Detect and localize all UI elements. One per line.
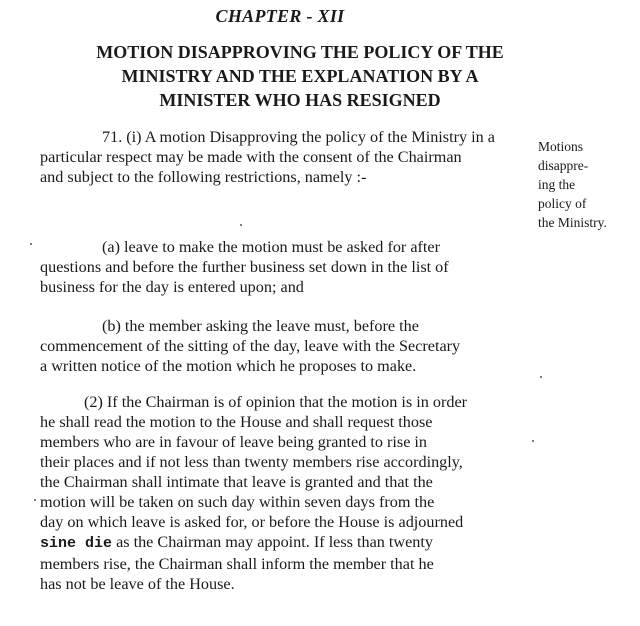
text-line: particular respect may be made with the consent of the Chairman [40, 148, 462, 166]
margin-note-line: Motions [538, 139, 584, 154]
text-line: has not be leave of the House. [40, 575, 235, 593]
text-line: commencement of the sitting of the day, leave with the Secretary [40, 337, 461, 355]
margin-note-line: disappre- [538, 158, 589, 173]
rule-71-paragraph [40, 127, 524, 187]
sine-die-term: sine die [40, 535, 113, 552]
margin-note-line: ing the [538, 177, 576, 192]
text-line: their places and if not less than twenty members rise accordingly, [40, 453, 463, 471]
heading-line: MINISTRY AND THE EXPLANATION BY A [121, 66, 479, 86]
margin-note-line: the Ministry. [538, 215, 607, 230]
text-line: (a) leave to make the motion must be asked for after [102, 238, 441, 256]
text-line: a written notice of the motion which he proposes to make. [40, 357, 417, 375]
text-line: (b) the member asking the leave must, before the [102, 317, 419, 335]
scan-speck [34, 499, 36, 501]
scan-speck [540, 376, 542, 378]
text-line: members who are in favour of leave being granted to rise in [40, 433, 428, 451]
text-line: 71. (i) A motion Disapproving the policy of the Ministry in a [102, 128, 495, 146]
margin-note [538, 137, 638, 232]
scan-speck [240, 224, 242, 226]
scan-speck [30, 243, 32, 245]
clause-a [40, 237, 524, 297]
text-line: motion will be taken on such day within seven days from the [40, 493, 435, 511]
text-line: questions and before the further business set down in the list of [40, 258, 449, 276]
scan-speck [532, 440, 534, 442]
heading-line: MINISTER WHO HAS RESIGNED [159, 90, 441, 110]
heading-line: MOTION DISAPPROVING THE POLICY OF THE [96, 42, 504, 62]
text-line [40, 532, 524, 554]
chapter-title: CHAPTER - XII [215, 6, 345, 26]
subrule-2-paragraph [40, 392, 524, 594]
text-line: and subject to the following restrictions, namely :- [40, 168, 367, 186]
text-line: business for the day is entered upon; and [40, 278, 304, 296]
text-fragment: as the Chairman may appoint. If less than twenty [116, 533, 433, 551]
chapter-heading [40, 40, 560, 112]
text-line: the Chairman shall intimate that leave is granted and that the [40, 473, 433, 491]
text-line: day on which leave is asked for, or before the House is adjourned [40, 513, 464, 531]
clause-b [40, 316, 524, 376]
text-line: members rise, the Chairman shall inform the member that he [40, 555, 434, 573]
text-line: he shall read the motion to the House and shall request those [40, 413, 433, 431]
text-line: (2) If the Chairman is of opinion that the motion is in order [84, 393, 468, 411]
margin-note-line: policy of [538, 196, 587, 211]
